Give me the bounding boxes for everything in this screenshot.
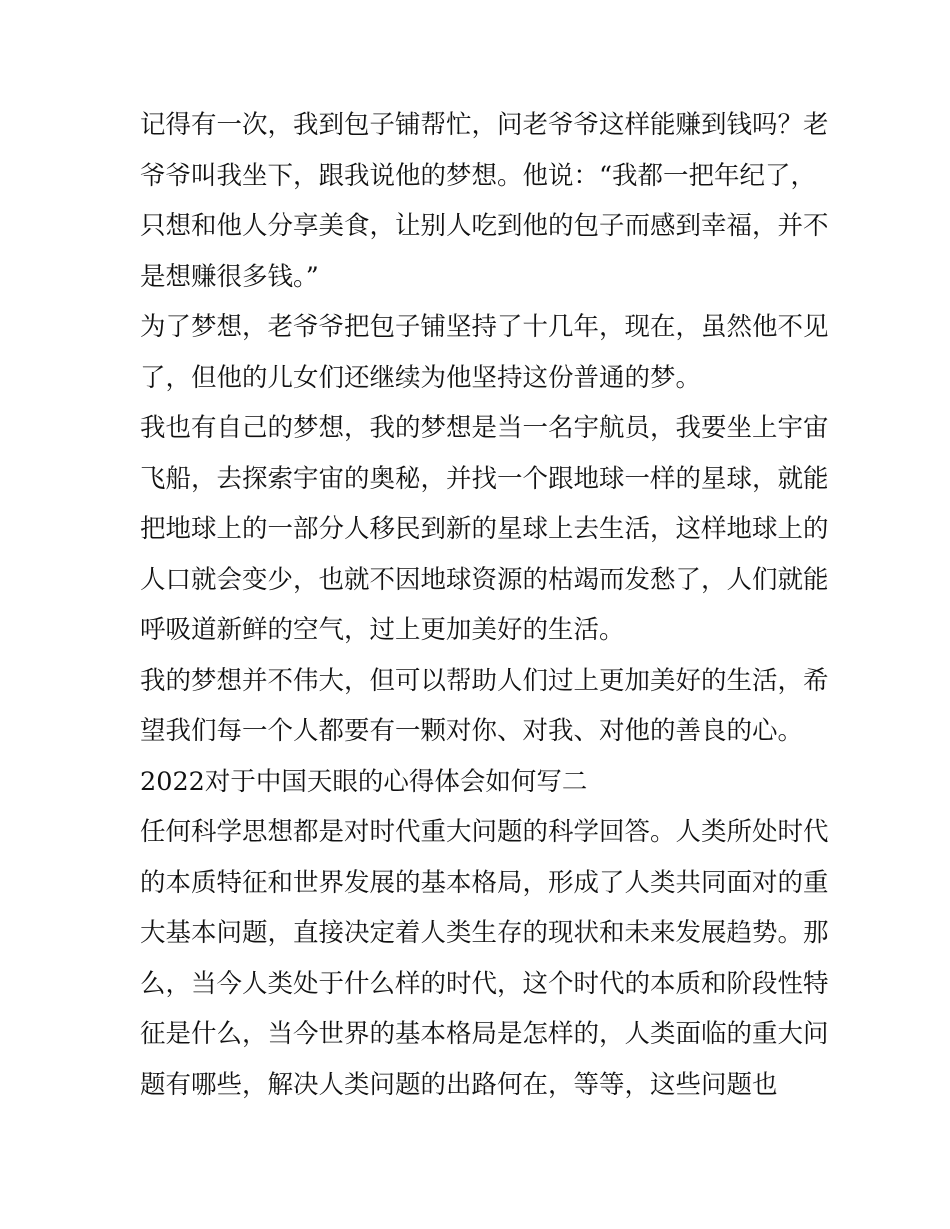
text-line: 征是什么，当今世界的基本格局是怎样的，人类面临的重大问	[140, 1019, 829, 1049]
text-line: 爷爷叫我坐下，跟我说他的梦想。他说：“我都一把年纪了，	[140, 160, 817, 191]
text-line: 我也有自己的梦想，我的梦想是当一名宇航员，我要坐上宇宙	[140, 413, 829, 443]
text-line: 望我们每一个人都要有一颗对你、对我、对他的善良的心。	[140, 716, 804, 746]
text-line: 是想赚很多钱。”	[140, 261, 319, 292]
text-line: 把地球上的一部分人移民到新的星球上去生活，这样地球上的	[140, 514, 829, 544]
text-line: 飞船，去探索宇宙的奥秘，并找一个跟地球一样的星球，就能	[140, 463, 829, 494]
text-line: 了，但他的儿女们还继续为他坚持这份普通的梦。	[140, 362, 702, 393]
text-line: 么，当今人类处于什么样的时代，这个时代的本质和阶段性特	[140, 968, 829, 999]
text-line: 人口就会变少，也就不因地球资源的枯竭而发愁了，人们就能	[140, 564, 829, 595]
text-line: 题有哪些，解决人类问题的出路何在，等等，这些问题也	[140, 1069, 778, 1100]
document-body	[140, 100, 829, 1110]
text-line: 任何科学思想都是对时代重大问题的科学回答。人类所处时代	[140, 817, 829, 847]
text-line: 大基本问题，直接决定着人类生存的现状和未来发展趋势。那	[140, 918, 829, 948]
text-line: 呼吸道新鲜的空气，过上更加美好的生活。	[140, 615, 625, 645]
text-line: 我的梦想并不伟大，但可以帮助人们过上更加美好的生活，希	[140, 665, 829, 696]
text-line: 只想和他人分享美食，让别人吃到他的包子而感到幸福，并不	[140, 211, 829, 241]
text-line: 的本质特征和世界发展的基本格局，形成了人类共同面对的重	[140, 867, 829, 898]
section-heading: 2022对于中国天眼的心得体会如何写二	[140, 766, 588, 797]
text-line: 记得有一次，我到包子铺帮忙，问老爷爷这样能赚到钱吗？老	[140, 110, 829, 140]
text-line: 为了梦想，老爷爷把包子铺坚持了十几年，现在，虽然他不见	[140, 312, 829, 342]
